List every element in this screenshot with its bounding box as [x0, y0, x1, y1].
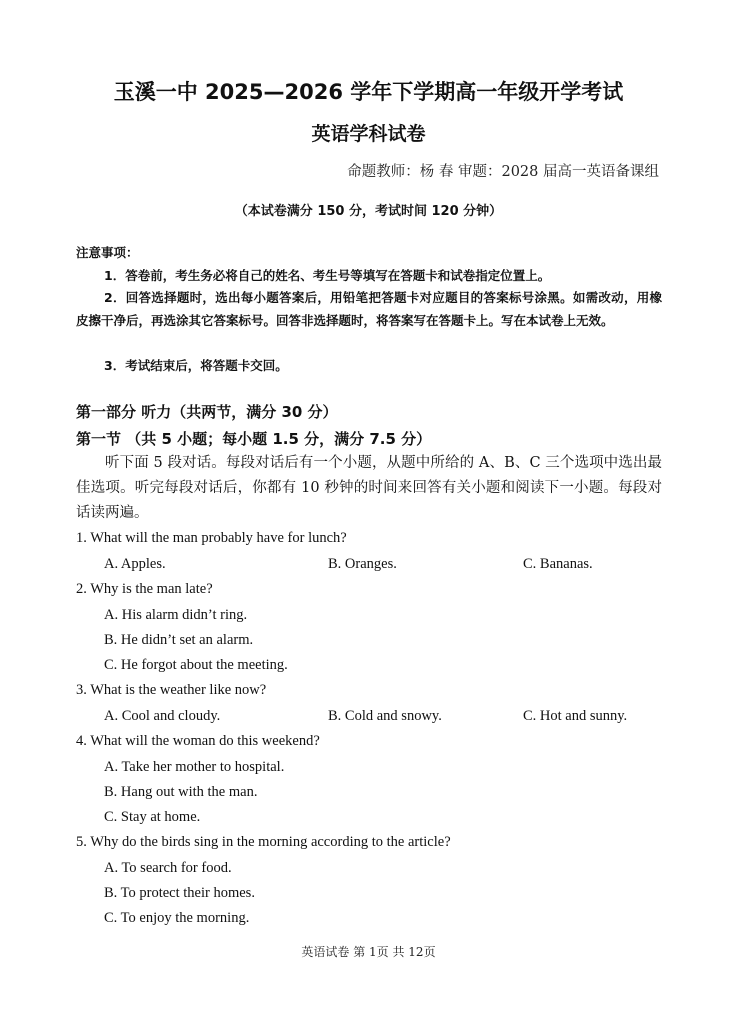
page-footer: 英语试卷 第 1页 共 12页 [301, 945, 436, 959]
question-3-option-c: C. Hot and sunny. [523, 708, 628, 724]
notes-heading: 注意事项： [76, 245, 139, 260]
question-1-option-c: C. Bananas. [523, 556, 593, 572]
question-4-option-a: A. Take her mother to hospital. [104, 759, 285, 775]
question-2-option-b: B. He didn’t set an alarm. [104, 632, 254, 648]
notes-item-2: 2．回答选择题时，选出每小题答案后，用铅笔把答题卡对应题目的答案标号涂黑。如需改动，用橡皮擦干净后，再选涂其它答案标号。回答非选择题时，将答案写在答题卡上。写在本试卷上无效。 [76, 290, 662, 328]
question-3-option-b: B. Cold and snowy. [328, 708, 442, 724]
exam-subtitle: 英语学科试卷 [311, 123, 426, 145]
question-3-option-a: A. Cool and cloudy. [104, 708, 221, 724]
exam-title: 玉溪一中 2025—2026 学年下学期高一年级开学考试 [113, 80, 624, 104]
question-5-option-c: C. To enjoy the morning. [104, 910, 250, 926]
question-1-option-a: A. Apples. [104, 556, 166, 572]
score-note: （本试卷满分 150 分，考试时间 120 分钟） [234, 204, 503, 219]
question-1-option-b: B. Oranges. [328, 556, 397, 572]
part1-heading: 第一部分 听力（共两节，满分 30 分） [76, 403, 338, 421]
section1-instructions: 听下面 5 段对话。每段对话后有一个小题，从题中所给的 A、B、C 三个选项中选出最佳选项。听完每段对话后，你都有 10 秒钟的时间来回答有关小题和阅读下一小题。每段对话读两遍。 [76, 455, 662, 521]
question-4-option-c: C. Stay at home. [104, 809, 201, 825]
exam-authors: 命题教师：杨 春 审题：2028 届高一英语备课组 [347, 164, 659, 180]
question-5-stem: 5. Why do the birds sing in the morning according to the article? [76, 834, 451, 850]
question-5-option-a: A. To search for food. [104, 860, 232, 876]
notes-item-3: 3．考试结束后，将答题卡交回。 [104, 358, 288, 373]
question-4-stem: 4. What will the woman do this weekend? [76, 733, 320, 749]
question-4-option-b: B. Hang out with the man. [104, 784, 258, 800]
question-3-stem: 3. What is the weather like now? [76, 682, 267, 698]
question-2-option-c: C. He forgot about the meeting. [104, 657, 288, 673]
question-1-stem: 1. What will the man probably have for lunch? [76, 530, 347, 546]
notes-item-1: 1．答卷前，考生务必将自己的姓名、考生号等填写在答题卡和试卷指定位置上。 [104, 268, 551, 283]
question-5-option-b: B. To protect their homes. [104, 885, 255, 901]
question-2-option-a: A. His alarm didn’t ring. [104, 607, 248, 623]
section1-heading: 第一节 （共 5 小题；每小题 1.5 分，满分 7.5 分） [76, 430, 432, 448]
question-2-stem: 2. Why is the man late? [76, 581, 213, 597]
